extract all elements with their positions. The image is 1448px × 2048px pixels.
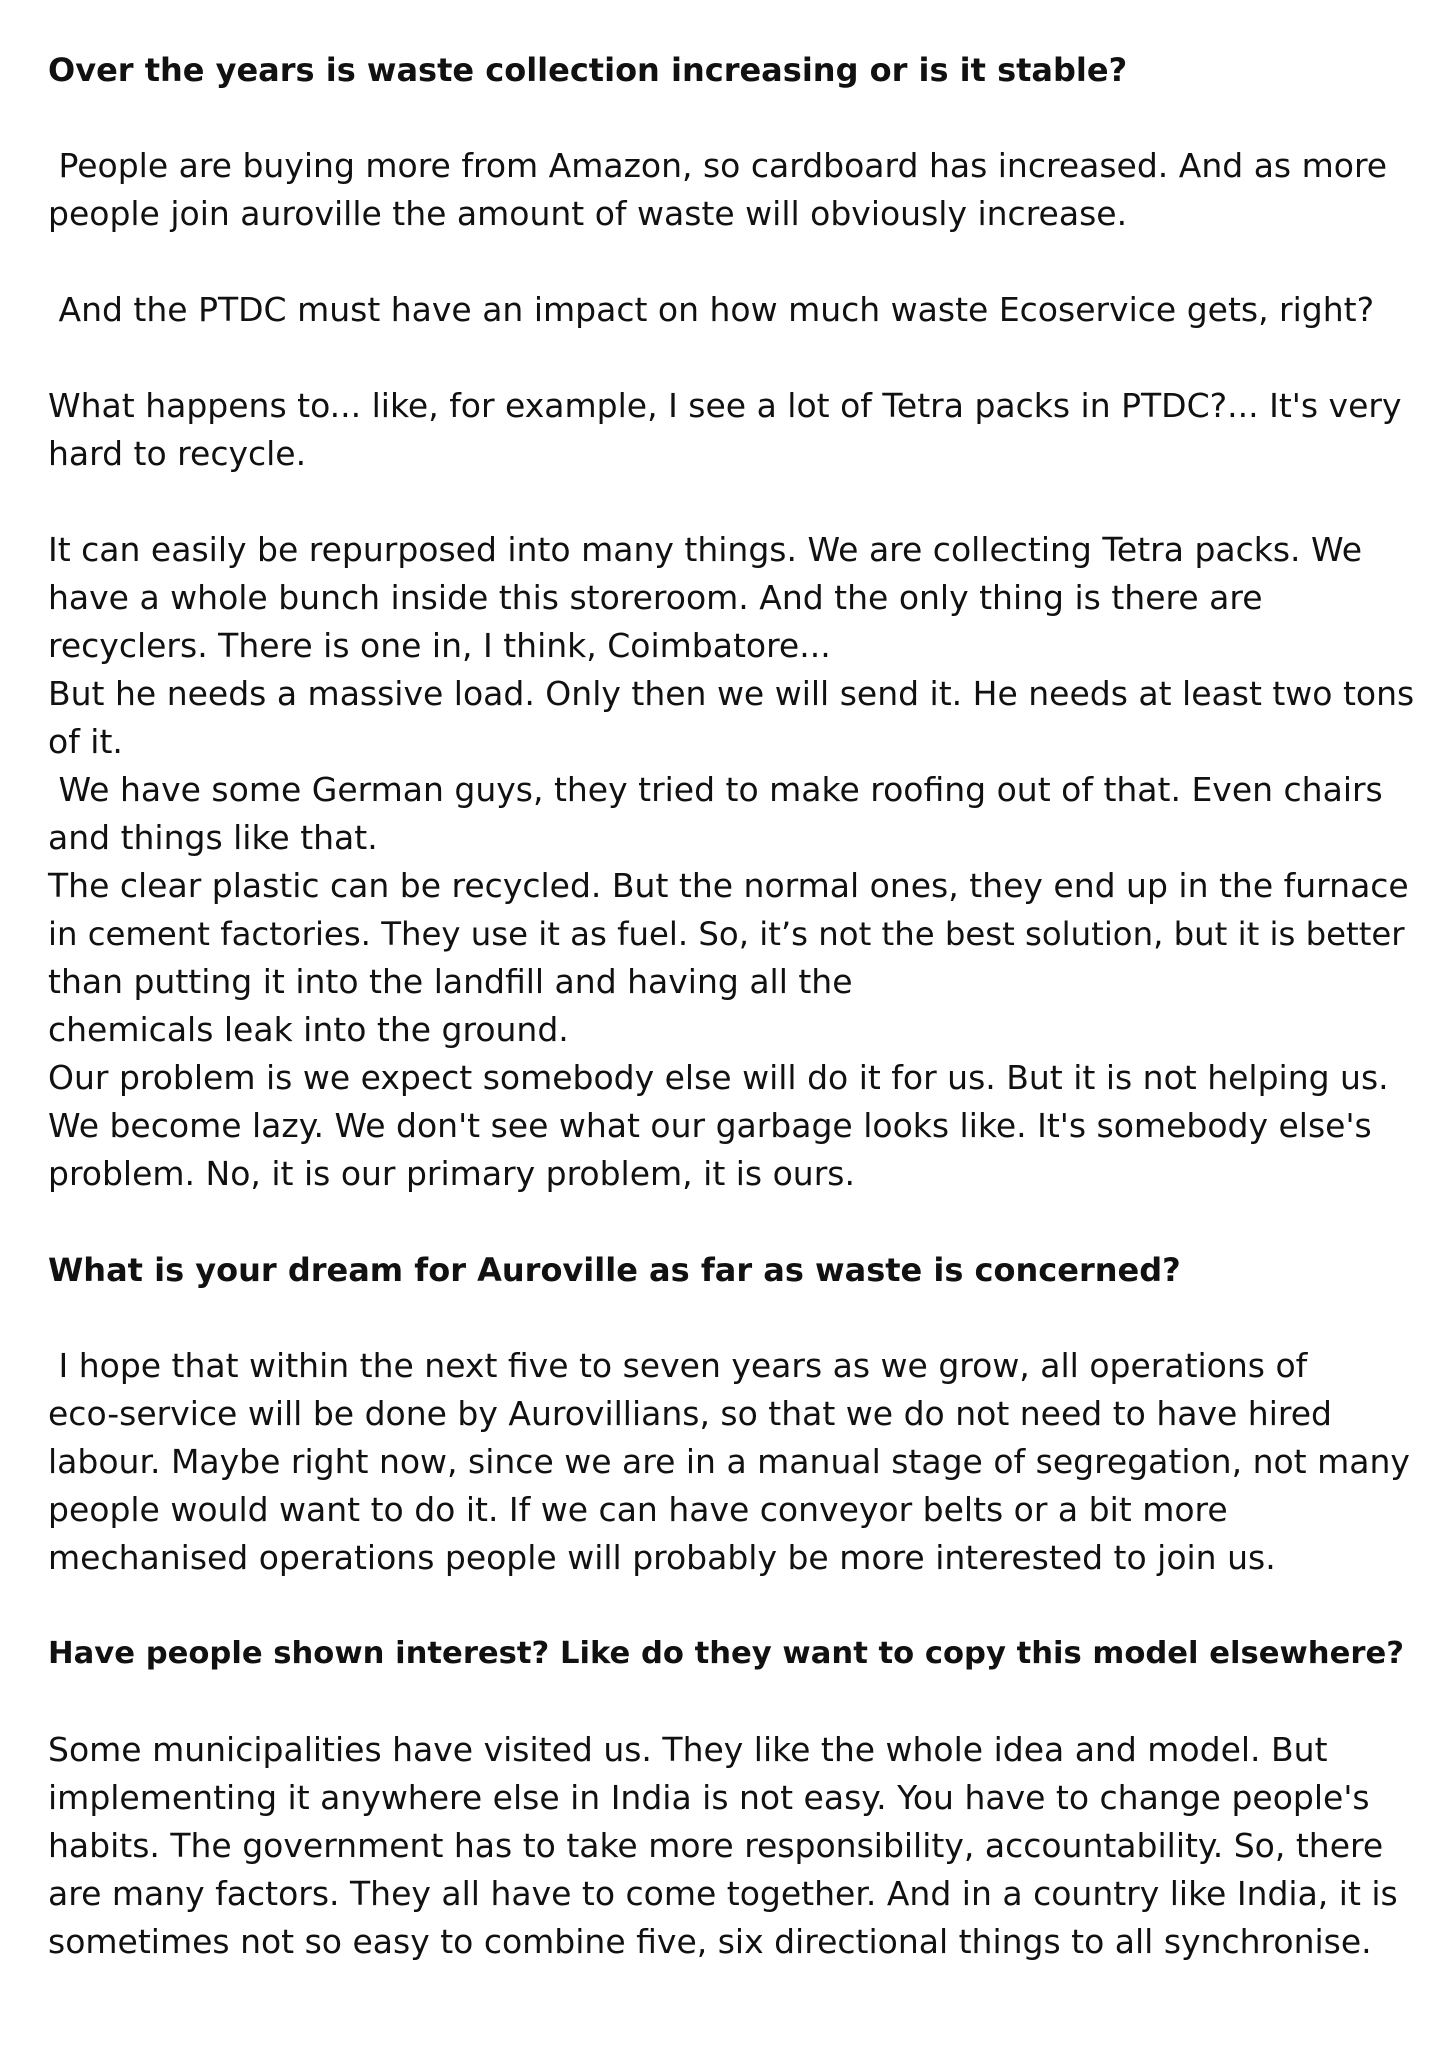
- paragraph-gap: [48, 238, 1418, 286]
- answer-line: are many factors. They all have to come together. And in a country like India, it is: [48, 1874, 1398, 1913]
- question-copy-model: [48, 1630, 1418, 1678]
- answer-line: Our problem is we expect somebody else will do it for us. But it is not helping us.: [48, 1058, 1389, 1097]
- answer-line: and things like that.: [48, 818, 378, 857]
- question-line: What is your dream for Auroville as far as waste is concerned?: [48, 1251, 1181, 1289]
- answer-line: What happens to... like, for example, I see a lot of Tetra packs in PTDC?... It's very: [48, 386, 1402, 425]
- answer-line: But he needs a massive load. Only then we will send it. He needs at least two tons: [48, 674, 1415, 713]
- paragraph-gap: [48, 1198, 1418, 1246]
- answer-line: labour. Maybe right now, since we are in a manual stage of segregation, not many: [48, 1442, 1410, 1481]
- question-line: Have people shown interest? Like do they want to copy this model elsewhere?: [48, 1636, 1404, 1671]
- question-tetra-packs: [48, 382, 1418, 478]
- paragraph-gap: [48, 1582, 1418, 1630]
- question-line: Over the years is waste collection increasing or is it stable?: [48, 51, 1128, 89]
- answer-dream-for-auroville: [48, 1342, 1418, 1582]
- answer-line: And the PTDC must have an impact on how much waste Ecoservice gets, right?: [48, 290, 1375, 329]
- answer-line: implementing it anywhere else in India is not easy. You have to change people's: [48, 1778, 1370, 1817]
- answer-line: I hope that within the next five to seven years as we grow, all operations of: [48, 1346, 1308, 1385]
- paragraph-gap: [48, 478, 1418, 526]
- answer-line: have a whole bunch inside this storeroom. And the only thing is there are: [48, 578, 1263, 617]
- paragraph-gap: [48, 334, 1418, 382]
- paragraph-gap: [48, 1294, 1418, 1342]
- paragraph-gap: [48, 1678, 1418, 1726]
- answer-line: recyclers. There is one in, I think, Coimbatore...: [48, 626, 831, 665]
- answer-line: The clear plastic can be recycled. But the normal ones, they end up in the furnace: [48, 866, 1409, 905]
- interview-page: [48, 46, 1418, 1966]
- answer-line: mechanised operations people will probably be more interested to join us.: [48, 1538, 1276, 1577]
- question-waste-collection-trend: [48, 46, 1418, 94]
- question-dream-for-auroville: [48, 1246, 1418, 1294]
- answer-line: habits. The government has to take more responsibility, accountability. So, there: [48, 1826, 1384, 1865]
- answer-line: problem. No, it is our primary problem, it is ours.: [48, 1154, 855, 1193]
- answer-line: People are buying more from Amazon, so cardboard has increased. And as more: [48, 146, 1388, 185]
- answer-line: eco-service will be done by Aurovillians, so that we do not need to have hired: [48, 1394, 1332, 1433]
- answer-copy-model: [48, 1726, 1418, 1966]
- answer-line: We have some German guys, they tried to make roofing out of that. Even chairs: [48, 770, 1383, 809]
- answer-line: We become lazy. We don't see what our garbage looks like. It's somebody else's: [48, 1106, 1372, 1145]
- answer-line: chemicals leak into the ground.: [48, 1010, 569, 1049]
- paragraph-gap: [48, 94, 1418, 142]
- answer-amazon-cardboard: [48, 142, 1418, 238]
- answer-line: sometimes not so easy to combine five, six directional things to all synchronise.: [48, 1922, 1372, 1961]
- question-ptdc-impact: [48, 286, 1418, 334]
- answer-line: people join auroville the amount of waste will obviously increase.: [48, 194, 1128, 233]
- answer-line: hard to recycle.: [48, 434, 307, 473]
- answer-line: people would want to do it. If we can have conveyor belts or a bit more: [48, 1490, 1228, 1529]
- answer-line: It can easily be repurposed into many things. We are collecting Tetra packs. We: [48, 530, 1363, 569]
- answer-line: Some municipalities have visited us. They like the whole idea and model. But: [48, 1730, 1328, 1769]
- answer-line: of it.: [48, 722, 123, 761]
- answer-line: than putting it into the landfill and having all the: [48, 962, 853, 1001]
- answer-tetra-packs: [48, 526, 1418, 1198]
- answer-line: in cement factories. They use it as fuel. So, it’s not the best solution, but it is better: [48, 915, 1405, 953]
